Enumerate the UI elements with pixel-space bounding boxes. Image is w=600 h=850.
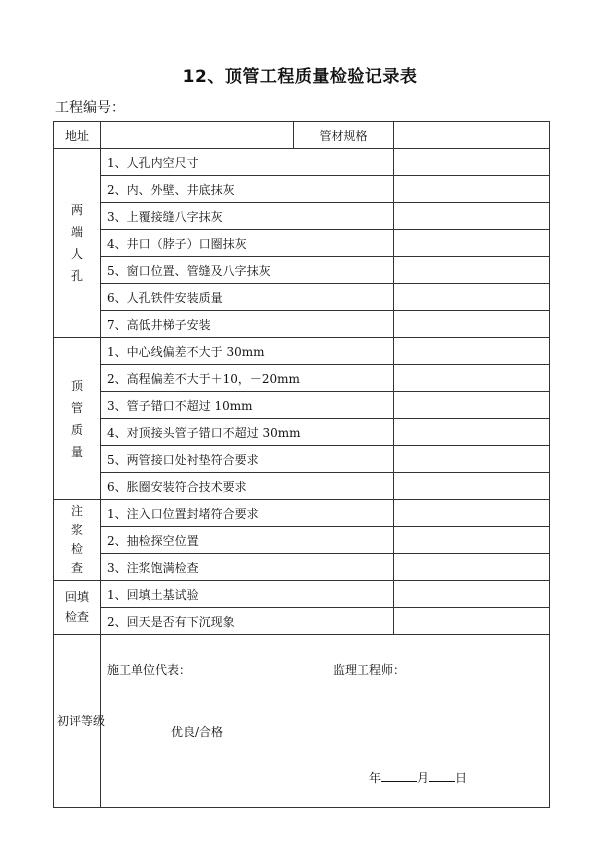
supervisor-label: 监理工程师：: [333, 663, 406, 677]
item-label: 1、中心线偏差不大于 30mm: [101, 338, 394, 365]
item-result[interactable]: [394, 230, 550, 257]
date-year-label: 年: [369, 771, 382, 785]
item-result[interactable]: [394, 284, 550, 311]
item-result[interactable]: [394, 257, 550, 284]
table-row: [54, 392, 550, 419]
table-row: [54, 473, 550, 500]
item-label: 2、抽检探空位置: [101, 527, 394, 554]
item-label: 1、回填土基试验: [101, 581, 394, 608]
grade-options[interactable]: 优良/合格: [171, 725, 224, 739]
item-label: 2、回天是否有下沉现象: [101, 608, 394, 635]
final-assessment-area: [101, 635, 550, 808]
item-result[interactable]: [394, 554, 550, 581]
item-label: 3、上覆接缝八字抹灰: [101, 203, 394, 230]
table-row: [54, 230, 550, 257]
item-result[interactable]: [394, 338, 550, 365]
date-day-label: 日: [455, 771, 468, 785]
table-row: [54, 311, 550, 338]
item-label: 5、两管接口处衬垫符合要求: [101, 446, 394, 473]
date-month-label: 月: [417, 771, 430, 785]
table-row: [54, 203, 550, 230]
table-row: [54, 149, 550, 176]
item-result[interactable]: [394, 365, 550, 392]
inspection-table: [53, 121, 550, 808]
item-label: 1、人孔内空尺寸: [101, 149, 394, 176]
pipe-spec-label: 管材规格: [294, 122, 394, 149]
table-row: [54, 554, 550, 581]
final-assessment-row: [54, 635, 550, 808]
item-result[interactable]: [394, 419, 550, 446]
header-row: [54, 122, 550, 149]
table-row: [54, 527, 550, 554]
item-label: 6、胀圈安装符合技术要求: [101, 473, 394, 500]
section-jacking-quality: 顶管质量: [54, 338, 101, 500]
item-result[interactable]: [394, 500, 550, 527]
date-day-blank[interactable]: [429, 769, 455, 782]
item-label: 4、井口（脖子）口圈抹灰: [101, 230, 394, 257]
project-number-label: 工程编号：: [55, 100, 125, 116]
date-month-blank[interactable]: [381, 769, 417, 782]
item-label: 2、内、外壁、井底抹灰: [101, 176, 394, 203]
table-row: [54, 608, 550, 635]
table-row: [54, 176, 550, 203]
item-result[interactable]: [394, 203, 550, 230]
item-result[interactable]: [394, 392, 550, 419]
pipe-spec-value[interactable]: [394, 122, 550, 149]
address-value[interactable]: [101, 122, 294, 149]
item-label: 4、对顶接头管子错口不超过 30mm: [101, 419, 394, 446]
item-label: 3、管子错口不超过 10mm: [101, 392, 394, 419]
item-result[interactable]: [394, 149, 550, 176]
item-label: 6、人孔铁件安装质量: [101, 284, 394, 311]
table-row: [54, 365, 550, 392]
item-label: 5、窗口位置、管缝及八字抹灰: [101, 257, 394, 284]
table-row: [54, 419, 550, 446]
item-label: 7、高低井梯子安装: [101, 311, 394, 338]
section-grouting-check: 注浆检查: [54, 500, 101, 581]
item-label: 3、注浆饱满检查: [101, 554, 394, 581]
item-result[interactable]: [394, 527, 550, 554]
table-row: [54, 257, 550, 284]
table-row: [54, 284, 550, 311]
final-assessment-label: 初评等级: [54, 635, 101, 808]
item-result[interactable]: [394, 473, 550, 500]
item-result[interactable]: [394, 608, 550, 635]
section-backfill-check: 回填检查: [54, 581, 101, 635]
table-row: [54, 338, 550, 365]
item-result[interactable]: [394, 311, 550, 338]
date-line: [369, 769, 467, 786]
table-row: [54, 446, 550, 473]
address-label: 地址: [54, 122, 101, 149]
page-title: 12、顶管工程质量检验记录表: [182, 67, 418, 87]
item-result[interactable]: [394, 446, 550, 473]
item-result[interactable]: [394, 581, 550, 608]
contractor-rep-label: 施工单位代表：: [107, 663, 192, 677]
table-row: [54, 500, 550, 527]
table-row: [54, 581, 550, 608]
section-manholes: 两端人孔: [54, 149, 101, 338]
item-label: 2、高程偏差不大于＋10，－20mm: [101, 365, 394, 392]
item-label: 1、注入口位置封堵符合要求: [101, 500, 394, 527]
item-result[interactable]: [394, 176, 550, 203]
